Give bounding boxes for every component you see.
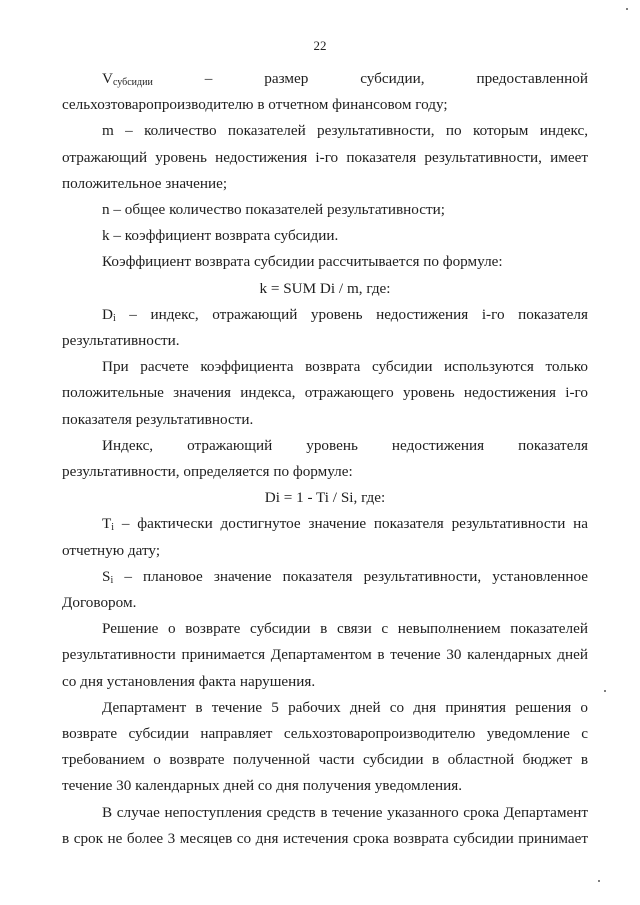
symbol: T	[102, 515, 112, 533]
symbol-subscript: субсидии	[112, 77, 153, 88]
document-body	[62, 66, 588, 852]
paragraph-text: – размер субсидии, предоставленной сельхозтоваропроизводителю в отчетном финансовом году;	[62, 70, 588, 114]
paragraph-text: При расчете коэффициента возврата субсидии используются только положительные значения индекса, отражающего уровень недостижения i-го показателя результативности.	[62, 358, 588, 428]
scan-speck	[626, 8, 628, 10]
formula-di: Di = 1 - Ti / Si, где:	[264, 489, 386, 507]
symbol: k	[102, 227, 110, 245]
symbol: D	[102, 305, 113, 323]
paragraph-positive-values	[62, 354, 588, 433]
paragraph-text: – индекс, отражающий уровень недостижения i-го показателя результативности.	[62, 305, 588, 350]
scan-speck	[604, 690, 606, 692]
paragraph-text: Коэффициент возврата субсидии рассчитывается по формуле:	[102, 253, 503, 271]
paragraph-text: – количество показателей результативности, по которым индекс, отражающий уровень недостижения i-го показателя результативности, имеет положительное значение;	[62, 122, 588, 192]
paragraph-coefficient-intro	[62, 249, 588, 275]
paragraph-text: Департамент в течение 5 рабочих дней со дня принятия решения о возврате субсидии направляет сельхозтоваропроизводителю уведомление с требованием о возврате полученной части субсидии в областной бюджет в течение 30 календарных дней со дня получения уведомления.	[62, 698, 588, 795]
symbol-subscript: i	[110, 574, 114, 586]
formula-k: k = SUM Di / m, где:	[259, 279, 391, 297]
paragraph-v-subsidy	[62, 66, 588, 118]
paragraph-text: – плановое значение показателя результативности, установленное Договором.	[62, 567, 588, 612]
paragraph-text: Индекс, отражающий уровень недостижения показателя результативности, определяется по формуле:	[62, 436, 588, 481]
symbol-subscript: i	[112, 312, 116, 324]
paragraph-n	[62, 197, 588, 223]
paragraph-text: – коэффициент возврата субсидии.	[109, 227, 339, 245]
scan-speck	[598, 880, 600, 882]
paragraph-text: – фактически достигнутое значение показателя результативности на отчетную дату;	[62, 515, 588, 559]
paragraph-k	[62, 223, 588, 249]
paragraph-notification	[62, 695, 588, 800]
symbol: V	[102, 70, 113, 87]
paragraph-m	[62, 118, 588, 197]
paragraph-non-receipt	[62, 800, 588, 852]
symbol-subscript: i	[111, 522, 115, 534]
paragraph-text: – общее количество показателей результативности;	[109, 201, 445, 219]
symbol: m	[102, 122, 114, 140]
paragraph-d-i	[62, 302, 588, 354]
symbol: n	[102, 201, 110, 219]
symbol: S	[102, 567, 111, 585]
paragraph-index-intro	[62, 433, 588, 485]
page-number: 22	[313, 38, 327, 53]
paragraph-text: Решение о возврате субсидии в связи с невыполнением показателей результативности принимается Департаментом в течение 30 календарных дней со дня установления факта нарушения.	[62, 620, 588, 690]
paragraph-return-decision	[62, 616, 588, 695]
paragraph-t-i	[62, 511, 588, 563]
paragraph-text: В случае непоступления средств в течение указанного срока Департамент в срок не более 3 месяцев со дня истечения срока возврата субсидии принимает	[62, 803, 588, 847]
paragraph-s-i	[62, 564, 588, 616]
